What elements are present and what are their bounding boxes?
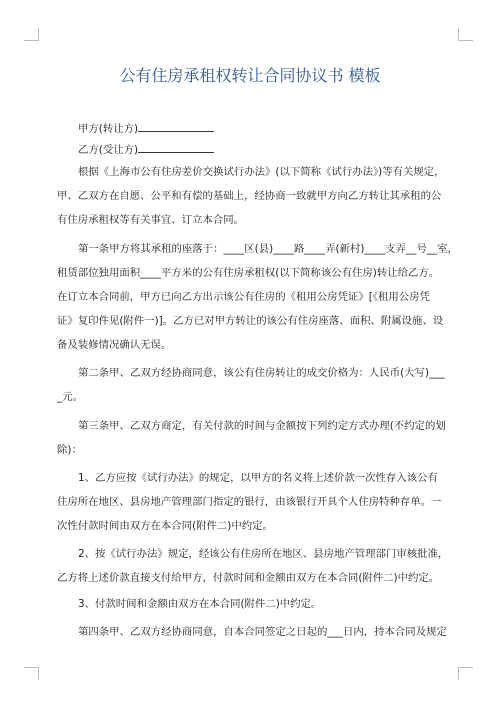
- party-b-label: 乙方(受让方): [78, 144, 139, 156]
- body-line-6: 在订立本合同前，甲方已向乙方出示该公有住房的《租用公房凭证》[《租用公房凭: [57, 291, 430, 303]
- party-b-blank: [138, 142, 214, 153]
- body-line-17: 乙方将上述价款直接支付给甲方，付款时间和金额由双方在本合同(附件二)中约定。: [57, 572, 440, 584]
- body-line-13: 1、乙方应按《试行办法》的规定，以甲方的名义将上述价款一次性存入该公有: [78, 472, 438, 484]
- body-line-9: 第二条甲、乙双方经协商同意，该公有住房转让的成交价格为：人民币(大写)___: [78, 367, 445, 379]
- crop-mark-bottom-right: [458, 667, 473, 680]
- crop-mark-top-right: [458, 28, 473, 41]
- body-line-12: 除)：: [57, 444, 82, 456]
- party-a-label: 甲方(转让方): [78, 123, 139, 135]
- body-line-10: _元。: [57, 391, 83, 403]
- document-title: 公有住房承租权转让合同协议书 模板: [119, 66, 381, 85]
- body-line-19: 第四条甲、乙双方经协商同意，自本合同签定之日起的___日内，持本合同及规定: [78, 626, 447, 638]
- body-line-7: 证》复印件见(附件一)]。乙方已对甲方转让的该公有住房座落、面积、附属设施、设: [57, 315, 444, 327]
- crop-mark-top-left: [24, 28, 39, 41]
- party-a-blank: [138, 121, 214, 132]
- party-a-line: [78, 121, 214, 136]
- body-line-4: 第一条甲方将其承租的座落于：____区(县)____路____弄(新村)____支弄__号__室，: [78, 243, 458, 255]
- body-line-16: 2、按《试行办法》规定，经该公有住房所在地区、县房地产管理部门审核批准，: [78, 548, 449, 560]
- body-line-8: 备及装修情况确认无误。: [57, 339, 172, 351]
- party-b-line: [78, 142, 214, 157]
- body-line-2: 甲、乙双方在自愿、公平和有偿的基础上，经协商一致就甲方向乙方转让其承租的公: [57, 190, 442, 202]
- body-line-11: 第三条甲、乙双方商定，有关付款的时间与金额按下列约定方式办理(不约定的划: [78, 420, 446, 432]
- body-line-15: 次性付款时间由双方在本合同(附件二)中约定。: [57, 520, 273, 532]
- body-line-3: 有住房承租权等有关事宜、订立本合同。: [57, 214, 245, 226]
- body-line-5: 租赁部位独用面积____平方米的公有住房承租权(以下简称该公有住房)转让给乙方。: [57, 267, 440, 279]
- body-line-18: 3、付款时间和金额由双方在本合同(附件二)中约定。: [78, 598, 322, 610]
- body-line-14: 住房所在地区、县房地产管理部门指定的银行，由该银行开具个人住房特种存单。一: [57, 496, 442, 508]
- crop-mark-bottom-left: [24, 667, 39, 680]
- body-line-1: 根据《上海市公有住房差价交换试行办法》(以下简称《试行办法》)等有关规定，: [78, 166, 445, 178]
